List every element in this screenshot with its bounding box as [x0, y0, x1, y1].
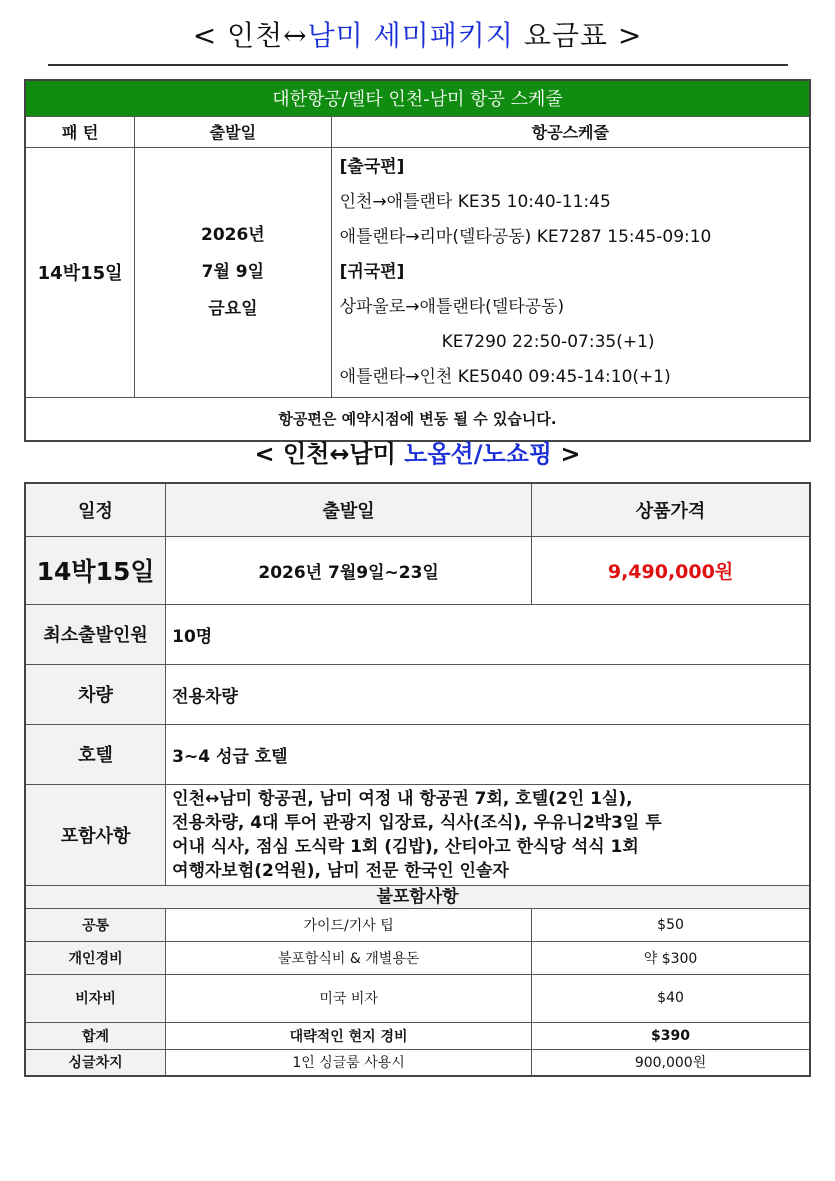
min-pax-label: 최소출발인원	[25, 604, 166, 664]
return-flight-1-detail: KE7290 22:50-07:35(+1)	[441, 331, 655, 352]
title-prefix: < 인천↔	[192, 19, 308, 52]
section-title	[0, 434, 835, 469]
exclude-label: 공통	[25, 908, 166, 941]
table-row	[25, 974, 810, 1022]
includes-line: 인천↔남미 항공권, 남미 여정 내 항공권 7회, 호텔(2인 1실),	[172, 788, 633, 809]
page-title	[0, 14, 835, 54]
flight-schedule-table	[24, 79, 811, 442]
exclude-label: 개인경비	[25, 941, 166, 974]
hotel-label: 호텔	[25, 724, 166, 784]
outbound-flight-1: 인천→애틀랜타 KE35 10:40-11:45	[339, 191, 611, 212]
table-row	[25, 1049, 810, 1076]
date-weekday: 금요일	[208, 298, 258, 319]
col-departure: 출발일	[135, 116, 331, 147]
exclude-desc: 가이드/기사 팁	[166, 908, 532, 941]
price-amount: 9,490,000원	[532, 536, 810, 604]
schedule-header: 대한항공/델타 인천-남미 항공 스케줄	[25, 80, 810, 116]
exclude-cost: $40	[532, 974, 810, 1022]
exclude-cost: $390	[532, 1022, 810, 1049]
col-price-departure: 출발일	[166, 483, 532, 536]
exclude-label: 합계	[25, 1022, 166, 1049]
table-row	[25, 1022, 810, 1049]
min-pax-value: 10명	[166, 604, 810, 664]
title-highlight: 남미 세미패키지	[307, 19, 514, 52]
schedule-note: 항공편은 예약시점에 변동 될 수 있습니다.	[25, 397, 810, 441]
date-day: 7월 9일	[201, 261, 265, 282]
includes-line: 어내 식사, 점심 도식락 1회 (김밥), 산티아고 한식당 석식 1회	[172, 836, 639, 857]
table-row	[25, 908, 810, 941]
exclude-label: 비자비	[25, 974, 166, 1022]
col-itinerary: 일정	[25, 483, 166, 536]
hotel-value: 3~4 성급 호텔	[166, 724, 810, 784]
exclude-cost: 약 $300	[532, 941, 810, 974]
schedule-date	[135, 147, 331, 397]
exclude-label: 싱글차지	[25, 1049, 166, 1076]
itinerary-value: 14박15일	[25, 536, 166, 604]
exclude-desc: 불포함식비 & 개별용돈	[166, 941, 532, 974]
exclude-desc: 대략적인 현지 경비	[166, 1022, 532, 1049]
title-suffix: 요금표 >	[513, 19, 643, 52]
section-title-highlight: 노옵션/노쇼핑	[404, 440, 553, 468]
schedule-pattern: 14박15일	[25, 147, 135, 397]
section-title-prefix: < 인천↔남미	[254, 440, 405, 468]
date-year: 2026년	[200, 224, 265, 245]
excludes-header: 불포함사항	[25, 885, 810, 908]
includes-line: 전용차량, 4대 투어 관광지 입장료, 식사(조식), 우유니2박3일 투	[172, 812, 662, 833]
vehicle-value: 전용차량	[166, 664, 810, 724]
vehicle-label: 차량	[25, 664, 166, 724]
departure-range: 2026년 7월9일~23일	[166, 536, 532, 604]
return-flight-2: 애틀랜타→인천 KE5040 09:45-14:10(+1)	[339, 366, 671, 387]
includes-line: 여행자보험(2억원), 남미 전문 한국인 인솔자	[172, 860, 509, 881]
col-pattern: 패 턴	[25, 116, 135, 147]
return-flight-1: 상파울로→애틀랜타(델타공동)	[339, 296, 565, 317]
col-flights: 항공스케줄	[331, 116, 810, 147]
col-price: 상품가격	[532, 483, 810, 536]
exclude-desc: 미국 비자	[166, 974, 532, 1022]
exclude-desc: 1인 싱글룸 사용시	[166, 1049, 532, 1076]
exclude-cost: 900,000원	[532, 1049, 810, 1076]
section-title-suffix: >	[552, 440, 581, 468]
includes-label: 포함사항	[25, 784, 166, 885]
return-label: [귀국편]	[339, 261, 405, 282]
title-divider	[48, 64, 788, 66]
outbound-label: [출국편]	[339, 156, 405, 177]
table-row	[25, 941, 810, 974]
price-table	[24, 482, 811, 1077]
includes-list	[166, 784, 810, 885]
flight-list	[331, 147, 810, 397]
outbound-flight-2: 애틀랜타→리마(델타공동) KE7287 15:45-09:10	[339, 226, 712, 247]
exclude-cost: $50	[532, 908, 810, 941]
